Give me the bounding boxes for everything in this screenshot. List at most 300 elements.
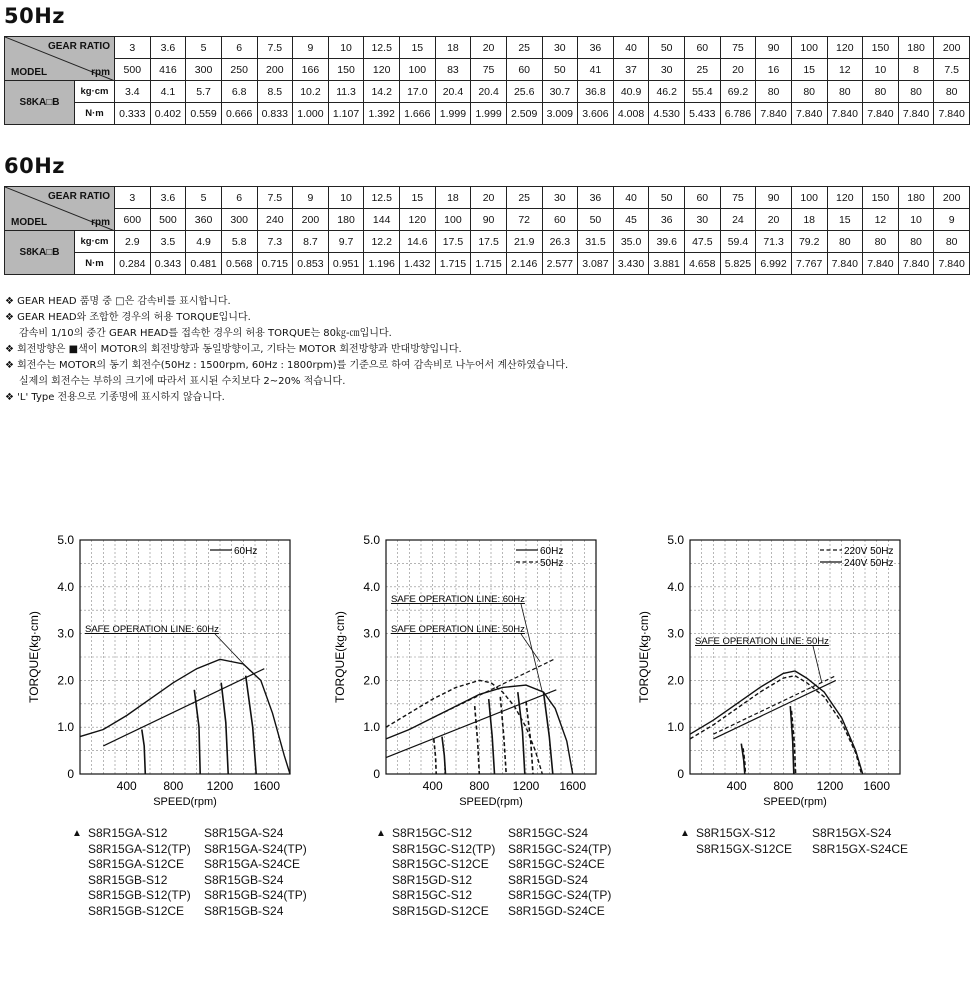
torque-chart-gc-gd: [326, 528, 608, 818]
y-axis-label: TORQUE(kg·cm): [333, 611, 347, 703]
gear-ratio-cell: 6: [221, 187, 257, 209]
torque-kgcm-cell: 17.5: [435, 231, 471, 253]
model-column: [392, 826, 495, 919]
model-name: S8R15GA-S12: [88, 826, 168, 840]
model-name: S8R15GC-S24(TP): [508, 841, 612, 856]
x-tick-label: 400: [116, 779, 137, 793]
torque-kgcm-cell: 26.3: [542, 231, 578, 253]
model-name: S8R15GC-S12CE: [392, 857, 489, 871]
legend-label: 220V 50Hz: [844, 546, 894, 557]
model-column: [812, 826, 908, 857]
gear-ratio-curve: [489, 699, 495, 774]
model-name: S8R15GA-S12CE: [88, 857, 185, 871]
note-line: ❖ GEAR HEAD 품명 중 □은 감속비를 표시합니다.: [5, 296, 231, 307]
safe-operation-line: [103, 669, 264, 746]
y-axis-label: TORQUE(kg·cm): [637, 611, 651, 703]
gear-ratio-cell: 90: [756, 37, 792, 59]
torque-nm-cell: 0.666: [221, 103, 257, 125]
torque-kgcm-cell: 80: [756, 81, 792, 103]
rpm-cell: 41: [578, 59, 614, 81]
y-tick-label: 4.0: [363, 579, 380, 594]
torque-kgcm-cell: 36.8: [578, 81, 614, 103]
torque-nm-cell: 7.840: [898, 103, 934, 125]
x-tick-label: 800: [773, 779, 794, 793]
gear-ratio-cell: 3: [115, 187, 151, 209]
rpm-cell: 300: [221, 209, 257, 231]
gear-ratio-cell: 20: [471, 187, 507, 209]
nm-unit-label: N·m: [75, 103, 115, 125]
note-line: ❖ GEAR HEAD와 조합한 경우의 허용 TORQUE입니다.: [5, 312, 251, 323]
y-tick-label: 3.0: [667, 626, 684, 641]
torque-nm-cell: 4.658: [685, 253, 721, 275]
torque-kgcm-cell: 80: [934, 231, 970, 253]
torque-kgcm-cell: 14.2: [364, 81, 400, 103]
torque-nm-cell: 1.999: [435, 103, 471, 125]
torque-kgcm-cell: 80: [863, 81, 899, 103]
marker-triangle: ▲: [72, 828, 82, 839]
gear-ratio-cell: 36: [578, 37, 614, 59]
rpm-cell: 360: [186, 209, 222, 231]
torque-kgcm-cell: 71.3: [756, 231, 792, 253]
torque-nm-cell: 3.881: [649, 253, 685, 275]
torque-nm-cell: 0.853: [293, 253, 329, 275]
torque-nm-cell: 1.999: [471, 103, 507, 125]
rpm-cell: 45: [613, 209, 649, 231]
rpm-cell: 500: [150, 209, 186, 231]
torque-nm-cell: 7.840: [934, 253, 970, 275]
x-tick-label: 1600: [863, 779, 891, 793]
torque-kgcm-cell: 8.7: [293, 231, 329, 253]
torque-kgcm-cell: 55.4: [685, 81, 721, 103]
model-name: S8R15GC-S24(TP): [508, 888, 612, 902]
note-line: ❖ 회전방향은 ■색이 MOTOR의 회전방향과 동일방향이고, 기타는 MOTOR 회전방향과 반대방향입니다.: [5, 344, 462, 355]
gear-ratio-cell: 150: [863, 187, 899, 209]
torque-kgcm-cell: 3.5: [150, 231, 186, 253]
gear-ratio-cell: 36: [578, 187, 614, 209]
torque-kgcm-cell: 2.9: [115, 231, 151, 253]
torque-kgcm-cell: 40.9: [613, 81, 649, 103]
gear-ratio-cell: 10: [328, 187, 364, 209]
x-tick-label: 1200: [206, 779, 234, 793]
gear-ratio-cell: 7.5: [257, 187, 293, 209]
gear-ratio-curve: [194, 690, 200, 774]
torque-kgcm-cell: 14.6: [400, 231, 436, 253]
model-name-cell: S8KA□B: [5, 231, 75, 275]
torque-kgcm-cell: 30.7: [542, 81, 578, 103]
gear-ratio-curve: [475, 706, 480, 774]
torque-kgcm-cell: 80: [898, 231, 934, 253]
rpm-cell: 15: [827, 209, 863, 231]
gear-ratio-cell: 15: [400, 187, 436, 209]
gear-ratio-cell: 5: [186, 37, 222, 59]
gear-ratio-cell: 150: [863, 37, 899, 59]
gear-ratio-cell: 40: [613, 187, 649, 209]
torque-nm-cell: 1.715: [435, 253, 471, 275]
gear-ratio-cell: 25: [506, 37, 542, 59]
gear-ratio-cell: 90: [756, 187, 792, 209]
gear-ratio-cell: 40: [613, 37, 649, 59]
torque-kgcm-cell: 4.9: [186, 231, 222, 253]
torque-kgcm-cell: 25.6: [506, 81, 542, 103]
torque-nm-cell: 1.000: [293, 103, 329, 125]
rpm-cell: 9: [934, 209, 970, 231]
x-axis-label: SPEED(rpm): [763, 796, 827, 808]
rpm-cell: 20: [756, 209, 792, 231]
rpm-cell: 15: [791, 59, 827, 81]
note-line: 감속비 1/10의 중간 GEAR HEAD를 접속한 경우의 허용 TORQUE는 80㎏-㎝입니다.: [19, 328, 392, 339]
rpm-cell: 240: [257, 209, 293, 231]
rpm-cell: 144: [364, 209, 400, 231]
torque-nm-cell: 1.392: [364, 103, 400, 125]
torque-kgcm-cell: 20.4: [471, 81, 507, 103]
table-title-60hz: 60Hz: [4, 154, 66, 178]
torque-kgcm-cell: 80: [827, 231, 863, 253]
rpm-cell: 200: [257, 59, 293, 81]
model-name-cell: S8KA□B: [5, 81, 75, 125]
rpm-cell: 12: [827, 59, 863, 81]
gear-ratio-cell: 50: [649, 187, 685, 209]
gear-ratio-model-header: [5, 37, 115, 81]
model-name: S8R15GD-S12: [392, 872, 473, 887]
gear-ratio-cell: 10: [328, 37, 364, 59]
rpm-cell: 416: [150, 59, 186, 81]
rpm-cell: 50: [542, 59, 578, 81]
gear-ratio-cell: 3.6: [150, 37, 186, 59]
y-tick-label: 1.0: [57, 720, 74, 735]
model-column: [696, 826, 792, 857]
model-label: MODEL: [11, 67, 48, 78]
y-tick-label: 1.0: [667, 720, 684, 735]
torque-nm-cell: 7.840: [898, 253, 934, 275]
y-tick-label: 4.0: [667, 579, 684, 594]
torque-kgcm-cell: 21.9: [506, 231, 542, 253]
gear-ratio-cell: 120: [827, 37, 863, 59]
rpm-cell: 50: [578, 209, 614, 231]
torque-kgcm-cell: 5.7: [186, 81, 222, 103]
rpm-cell: 100: [400, 59, 436, 81]
rpm-cell: 75: [471, 59, 507, 81]
model-name: S8R15GD-S24: [508, 872, 589, 887]
torque-nm-cell: 0.284: [115, 253, 151, 275]
rpm-cell: 10: [898, 209, 934, 231]
model-name: S8R15GX-S12: [696, 826, 776, 840]
x-tick-label: 800: [163, 779, 184, 793]
torque-chart-gx: [630, 528, 912, 818]
y-tick-label: 0: [373, 767, 380, 781]
gear-ratio-label: GEAR RATIO: [47, 191, 110, 202]
model-name: S8R15GB-S12(TP): [88, 888, 191, 902]
torque-nm-cell: 5.433: [685, 103, 721, 125]
rpm-cell: 83: [435, 59, 471, 81]
model-label: MODEL: [11, 217, 48, 228]
torque-nm-cell: 7.840: [863, 103, 899, 125]
gear-ratio-cell: 100: [791, 187, 827, 209]
rpm-cell: 72: [506, 209, 542, 231]
x-tick-label: 800: [469, 779, 490, 793]
torque-nm-cell: 2.509: [506, 103, 542, 125]
rpm-cell: 120: [364, 59, 400, 81]
x-tick-label: 1600: [559, 779, 587, 793]
torque-kgcm-cell: 17.0: [400, 81, 436, 103]
torque-kgcm-cell: 7.3: [257, 231, 293, 253]
gear-ratio-curve: [442, 737, 446, 774]
model-name: S8R15GC-S12: [392, 826, 473, 840]
rpm-cell: 7.5: [934, 59, 970, 81]
rpm-cell: 60: [542, 209, 578, 231]
torque-kgcm-cell: 80: [827, 81, 863, 103]
gear-ratio-cell: 3: [115, 37, 151, 59]
note-line: ❖ 'L' Type 전용으로 기종명에 표시하지 않습니다.: [5, 392, 225, 403]
rpm-cell: 120: [400, 209, 436, 231]
torque-kgcm-cell: 69.2: [720, 81, 756, 103]
torque-nm-cell: 7.840: [863, 253, 899, 275]
x-tick-label: 1200: [816, 779, 844, 793]
legend-label: 50Hz: [540, 558, 564, 569]
gear-ratio-cell: 50: [649, 37, 685, 59]
model-name: S8R15GC-S12(TP): [392, 841, 496, 856]
model-name: S8R15GA-S24: [204, 826, 284, 840]
gear-ratio-cell: 75: [720, 187, 756, 209]
gear-ratio-curve: [518, 692, 525, 774]
safe-operation-annotation: SAFE OPERATION LINE: 60Hz: [391, 594, 525, 605]
x-axis-label: SPEED(rpm): [153, 796, 217, 808]
torque-nm-cell: 4.530: [649, 103, 685, 125]
x-tick-label: 1600: [253, 779, 281, 793]
gear-ratio-cell: 120: [827, 187, 863, 209]
torque-nm-cell: 0.559: [186, 103, 222, 125]
rpm-cell: 180: [328, 209, 364, 231]
torque-kgcm-cell: 79.2: [791, 231, 827, 253]
torque-kgcm-cell: 46.2: [649, 81, 685, 103]
rpm-cell: 25: [685, 59, 721, 81]
rpm-cell: 90: [471, 209, 507, 231]
x-axis-label: SPEED(rpm): [459, 796, 523, 808]
model-column: [508, 826, 611, 919]
model-column: [204, 826, 307, 919]
gear-ratio-cell: 200: [934, 187, 970, 209]
torque-kgcm-cell: 80: [934, 81, 970, 103]
gear-ratio-cell: 15: [400, 37, 436, 59]
notes-list: [5, 294, 568, 406]
torque-nm-cell: 0.333: [115, 103, 151, 125]
marker-triangle: ▲: [376, 828, 386, 839]
table-title-50hz: 50Hz: [4, 4, 66, 28]
torque-kgcm-cell: 80: [898, 81, 934, 103]
gear-ratio-curve: [246, 676, 257, 774]
rpm-cell: 36: [649, 209, 685, 231]
gear-ratio-cell: 12.5: [364, 187, 400, 209]
gear-ratio-label: GEAR RATIO: [47, 41, 110, 52]
y-tick-label: 4.0: [57, 579, 74, 594]
model-name: S8R15GB-S24(TP): [204, 888, 307, 902]
torque-nm-cell: 0.343: [150, 253, 186, 275]
model-column: [88, 826, 191, 919]
gear-ratio-cell: 30: [542, 37, 578, 59]
torque-kgcm-cell: 59.4: [720, 231, 756, 253]
torque-curve: [690, 676, 862, 774]
torque-kgcm-cell: 3.4: [115, 81, 151, 103]
gear-ratio-cell: 6: [221, 37, 257, 59]
rpm-cell: 166: [293, 59, 329, 81]
y-tick-label: 2.0: [363, 673, 380, 688]
torque-kgcm-cell: 80: [863, 231, 899, 253]
model-name: S8R15GA-S12(TP): [88, 841, 191, 856]
torque-chart-ga-gb: [20, 528, 302, 818]
gear-ratio-cell: 20: [471, 37, 507, 59]
gear-ratio-curve: [526, 702, 533, 775]
torque-nm-cell: 3.606: [578, 103, 614, 125]
legend-label: 60Hz: [540, 546, 564, 557]
model-name: S8R15GX-S12CE: [696, 841, 793, 856]
rpm-cell: 100: [435, 209, 471, 231]
legend-label: 60Hz: [234, 546, 258, 557]
torque-kgcm-cell: 10.2: [293, 81, 329, 103]
torque-nm-cell: 1.196: [364, 253, 400, 275]
model-name: S8R15GX-S24: [812, 826, 892, 840]
gear-ratio-cell: 12.5: [364, 37, 400, 59]
rpm-label: rpm: [91, 67, 110, 78]
y-tick-label: 3.0: [57, 626, 74, 641]
note-line: ❖ 회전수는 MOTOR의 동기 회전수(50Hz : 1500rpm, 60Hz : 1800rpm)를 기준으로 하여 감속비로 나누어서 계산하였습니다.: [5, 360, 569, 371]
gear-ratio-cell: 3.6: [150, 187, 186, 209]
gear-ratio-curve: [741, 744, 745, 774]
rpm-cell: 600: [115, 209, 151, 231]
torque-kgcm-cell: 11.3: [328, 81, 364, 103]
gear-ratio-curve: [500, 697, 506, 774]
kgcm-unit-label: kg·cm: [75, 81, 115, 103]
torque-nm-cell: 1.432: [400, 253, 436, 275]
x-tick-label: 400: [726, 779, 747, 793]
torque-nm-cell: 0.402: [150, 103, 186, 125]
legend-label: 240V 50Hz: [844, 558, 894, 569]
torque-kgcm-cell: 12.2: [364, 231, 400, 253]
torque-nm-cell: 1.107: [328, 103, 364, 125]
model-name: S8R15GB-S24: [204, 872, 284, 887]
x-tick-label: 1200: [512, 779, 540, 793]
rpm-cell: 200: [293, 209, 329, 231]
annotation-leader: [813, 646, 822, 683]
torque-kgcm-cell: 9.7: [328, 231, 364, 253]
torque-nm-cell: 4.008: [613, 103, 649, 125]
rpm-cell: 30: [649, 59, 685, 81]
torque-curve: [690, 671, 863, 774]
gear-ratio-cell: 5: [186, 187, 222, 209]
safe-operation-line: [713, 676, 836, 735]
rpm-cell: 18: [791, 209, 827, 231]
safe-operation-annotation: SAFE OPERATION LINE: 60Hz: [85, 624, 219, 635]
gear-ratio-cell: 7.5: [257, 37, 293, 59]
model-name: S8R15GC-S24CE: [508, 857, 605, 871]
torque-kgcm-cell: 8.5: [257, 81, 293, 103]
torque-nm-cell: 0.833: [257, 103, 293, 125]
safe-operation-annotation: SAFE OPERATION LINE: 50Hz: [391, 624, 525, 635]
gear-table-60hz: [4, 186, 970, 275]
gear-ratio-curve: [434, 739, 436, 774]
torque-nm-cell: 7.840: [791, 103, 827, 125]
y-tick-label: 5.0: [363, 533, 380, 547]
model-name: S8R15GC-S12: [392, 888, 473, 902]
torque-nm-cell: 3.430: [613, 253, 649, 275]
gear-ratio-cell: 30: [542, 187, 578, 209]
torque-nm-cell: 0.481: [186, 253, 222, 275]
torque-nm-cell: 0.951: [328, 253, 364, 275]
model-name: S8R15GB-S24: [204, 903, 284, 918]
gear-table-50hz: [4, 36, 970, 125]
torque-nm-cell: 0.568: [221, 253, 257, 275]
safe-operation-annotation: SAFE OPERATION LINE: 50Hz: [695, 636, 829, 647]
y-tick-label: 0: [67, 767, 74, 781]
torque-nm-cell: 7.767: [791, 253, 827, 275]
rpm-cell: 60: [506, 59, 542, 81]
y-tick-label: 5.0: [57, 533, 74, 547]
torque-nm-cell: 2.577: [542, 253, 578, 275]
gear-ratio-cell: 18: [435, 187, 471, 209]
gear-ratio-curve: [221, 683, 228, 774]
marker-triangle: ▲: [680, 828, 690, 839]
rpm-cell: 8: [898, 59, 934, 81]
torque-kgcm-cell: 17.5: [471, 231, 507, 253]
gear-ratio-cell: 100: [791, 37, 827, 59]
torque-kgcm-cell: 4.1: [150, 81, 186, 103]
rpm-cell: 10: [863, 59, 899, 81]
gear-ratio-cell: 180: [898, 37, 934, 59]
safe-operation-line: [713, 680, 836, 739]
gear-ratio-cell: 60: [685, 187, 721, 209]
torque-nm-cell: 0.715: [257, 253, 293, 275]
torque-nm-cell: 6.786: [720, 103, 756, 125]
torque-kgcm-cell: 6.8: [221, 81, 257, 103]
kgcm-unit-label: kg·cm: [75, 231, 115, 253]
model-name: S8R15GB-S12CE: [88, 903, 185, 918]
gear-ratio-cell: 9: [293, 37, 329, 59]
torque-nm-cell: 7.840: [934, 103, 970, 125]
torque-kgcm-cell: 20.4: [435, 81, 471, 103]
model-name: S8R15GB-S12: [88, 872, 168, 887]
gear-ratio-cell: 75: [720, 37, 756, 59]
torque-nm-cell: 3.009: [542, 103, 578, 125]
torque-kgcm-cell: 80: [791, 81, 827, 103]
gear-ratio-cell: 180: [898, 187, 934, 209]
model-name: S8R15GA-S24(TP): [204, 841, 307, 856]
torque-kgcm-cell: 47.5: [685, 231, 721, 253]
model-name: S8R15GX-S24CE: [812, 841, 909, 856]
torque-nm-cell: 3.087: [578, 253, 614, 275]
rpm-cell: 300: [186, 59, 222, 81]
torque-kgcm-cell: 35.0: [613, 231, 649, 253]
gear-ratio-curve: [142, 730, 146, 775]
torque-nm-cell: 1.666: [400, 103, 436, 125]
torque-nm-cell: 6.992: [756, 253, 792, 275]
gear-ratio-cell: 200: [934, 37, 970, 59]
torque-nm-cell: 7.840: [756, 103, 792, 125]
torque-nm-cell: 7.840: [827, 253, 863, 275]
model-name: S8R15GA-S24CE: [204, 857, 301, 871]
torque-nm-cell: 7.840: [827, 103, 863, 125]
y-tick-label: 2.0: [57, 673, 74, 688]
annotation-leader: [521, 604, 542, 692]
gear-ratio-cell: 9: [293, 187, 329, 209]
rpm-cell: 250: [221, 59, 257, 81]
gear-ratio-model-header: [5, 187, 115, 231]
torque-kgcm-cell: 39.6: [649, 231, 685, 253]
y-tick-label: 5.0: [667, 533, 684, 547]
rpm-cell: 24: [720, 209, 756, 231]
model-name: S8R15GD-S24CE: [508, 903, 605, 918]
rpm-label: rpm: [91, 217, 110, 228]
gear-ratio-curve: [790, 706, 794, 774]
y-axis-label: TORQUE(kg·cm): [27, 611, 41, 703]
torque-nm-cell: 2.146: [506, 253, 542, 275]
